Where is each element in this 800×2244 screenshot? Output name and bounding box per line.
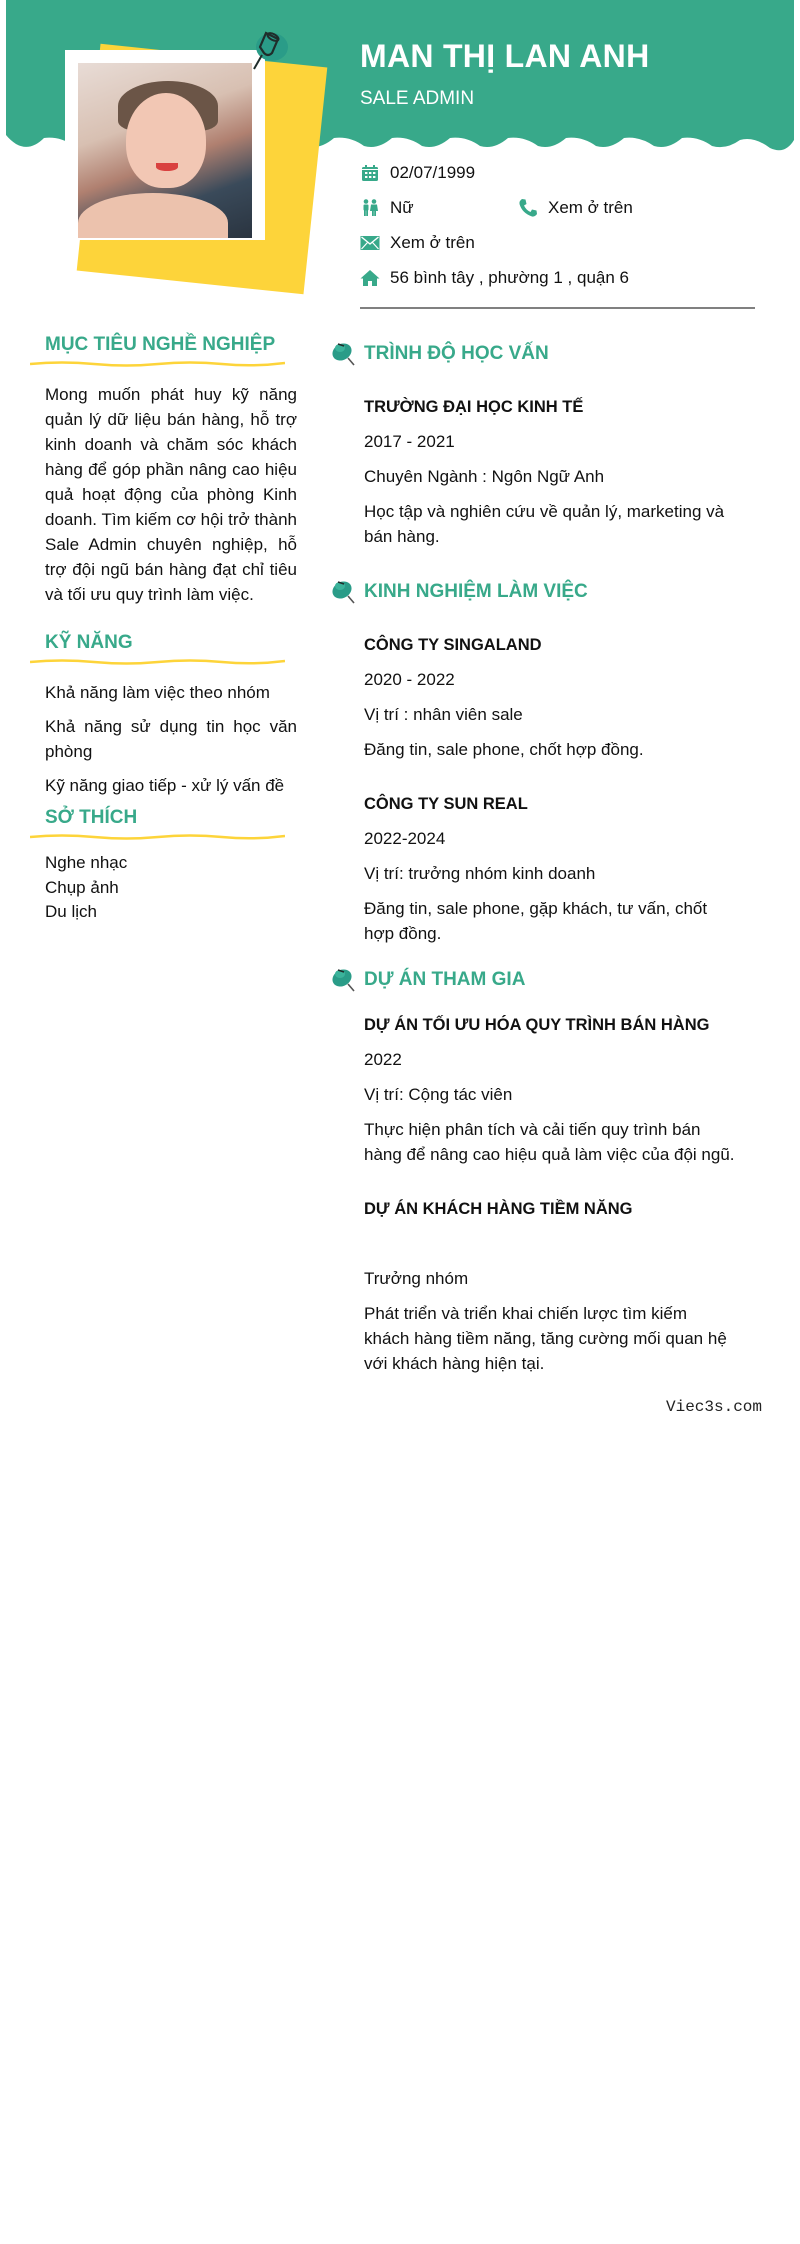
address-value: 56 bình tây , phường 1 , quận 6 (390, 268, 629, 287)
education-item (330, 398, 760, 549)
pushpin-icon (330, 966, 358, 994)
objective-section (30, 334, 300, 607)
project-role: Trưởng nhóm (364, 1269, 469, 1288)
education-desc: Học tập và nghiên cứu về quản lý, marketing và bán hàng. (364, 502, 725, 546)
education-major: Chuyên Ngành : Ngôn Ngữ Anh (364, 467, 605, 486)
project-period (364, 1231, 760, 1256)
pushpin-icon (330, 578, 358, 606)
squiggle-divider (30, 833, 285, 841)
project-desc: Phát triển và triển khai chiến lược tìm kiếm khách hàng tiềm năng, tăng cường mối quan hệ với khách hàng hiện tại. (364, 1304, 727, 1373)
birthday-row (360, 163, 475, 183)
projects-section (330, 966, 760, 1376)
pushpin-icon (250, 25, 290, 75)
candidate-name: MAN THỊ LAN ANH (360, 38, 650, 74)
watermark: Viec3s.com (665, 1398, 762, 1416)
job-title: SALE ADMIN (360, 88, 475, 109)
photo-frame (65, 50, 265, 240)
education-header (330, 340, 760, 368)
phone-icon (518, 199, 538, 217)
hobby-item: Chụp ảnh (45, 877, 119, 897)
gender-row (360, 198, 414, 218)
education-title: TRÌNH ĐỘ HỌC VẤN (364, 343, 549, 364)
hobbies-title: SỞ THÍCH (45, 807, 138, 828)
header-divider (360, 307, 755, 309)
project-item (330, 1200, 760, 1376)
objective-title: MỤC TIÊU NGHỀ NGHIỆP (45, 334, 276, 355)
experience-header (330, 578, 760, 606)
objective-text: Mong muốn phát huy kỹ năng quản lý dữ liệu bán hàng, hỗ trợ kinh doanh và chăm sóc khách hàng để góp phần nâng cao hiệu quả hoạt động của phòng Kinh doanh. Tìm kiếm cơ hội trở thành Sale Admin chuyên nghiệp, hỗ trợ đội ngũ bán hàng đạt chỉ tiêu và tối ưu quy trình làm việc. (45, 385, 297, 604)
squiggle-divider (30, 658, 285, 666)
skills-section (30, 632, 300, 798)
experience-item (330, 636, 760, 762)
experience-period: 2020 - 2022 (364, 670, 455, 689)
home-icon (360, 269, 380, 287)
experience-section (330, 578, 760, 946)
hobby-item: Nghe nhạc (45, 853, 128, 872)
project-desc: Thực hiện phân tích và cải tiến quy trình bán hàng để nâng cao hiệu quả làm việc của đội ngũ. (364, 1120, 735, 1164)
company-name: CÔNG TY SUN REAL (364, 795, 528, 813)
experience-period: 2022-2024 (364, 829, 446, 848)
experience-title: KINH NGHIỆM LÀM VIỆC (364, 581, 588, 602)
skill-item: Khả năng sử dụng tin học văn phòng (45, 717, 297, 761)
mail-icon (360, 234, 380, 252)
experience-desc: Đăng tin, sale phone, chốt hợp đồng. (364, 740, 644, 759)
hobbies-section (30, 807, 300, 925)
project-item (330, 1016, 760, 1167)
email-value: Xem ở trên (390, 233, 475, 252)
gender-icon (360, 199, 380, 217)
education-period: 2017 - 2021 (364, 432, 455, 451)
avatar (78, 63, 252, 238)
address-row (360, 268, 629, 288)
project-name: DỰ ÁN TỐI ƯU HÓA QUY TRÌNH BÁN HÀNG (364, 1016, 710, 1034)
email-row (360, 233, 475, 253)
birthday-value: 02/07/1999 (390, 163, 476, 182)
project-period: 2022 (364, 1050, 402, 1069)
phone-row (518, 198, 633, 218)
project-role: Vị trí: Cộng tác viên (364, 1085, 513, 1104)
pushpin-icon (330, 340, 358, 368)
skills-title: KỸ NĂNG (45, 632, 133, 653)
skill-item: Kỹ năng giao tiếp - xử lý vấn đề (45, 776, 285, 795)
school-name: TRƯỜNG ĐẠI HỌC KINH TẾ (364, 398, 584, 416)
calendar-icon (360, 164, 380, 182)
projects-header (330, 966, 760, 994)
education-section (330, 340, 760, 549)
projects-title: DỰ ÁN THAM GIA (364, 969, 526, 990)
skill-item: Khả năng làm việc theo nhóm (45, 683, 270, 702)
left-column (30, 334, 300, 925)
squiggle-divider (30, 360, 285, 368)
experience-item (330, 795, 760, 946)
experience-desc: Đăng tin, sale phone, gặp khách, tư vấn, chốt hợp đồng. (364, 899, 708, 943)
gender-value: Nữ (390, 198, 414, 217)
company-name: CÔNG TY SINGALAND (364, 636, 542, 654)
experience-position: Vị trí : nhân viên sale (364, 705, 523, 724)
experience-position: Vị trí: trưởng nhóm kinh doanh (364, 864, 596, 883)
phone-value: Xem ở trên (548, 198, 633, 217)
hobby-item: Du lịch (45, 902, 97, 921)
project-name: DỰ ÁN KHÁCH HÀNG TIỀM NĂNG (364, 1200, 633, 1218)
